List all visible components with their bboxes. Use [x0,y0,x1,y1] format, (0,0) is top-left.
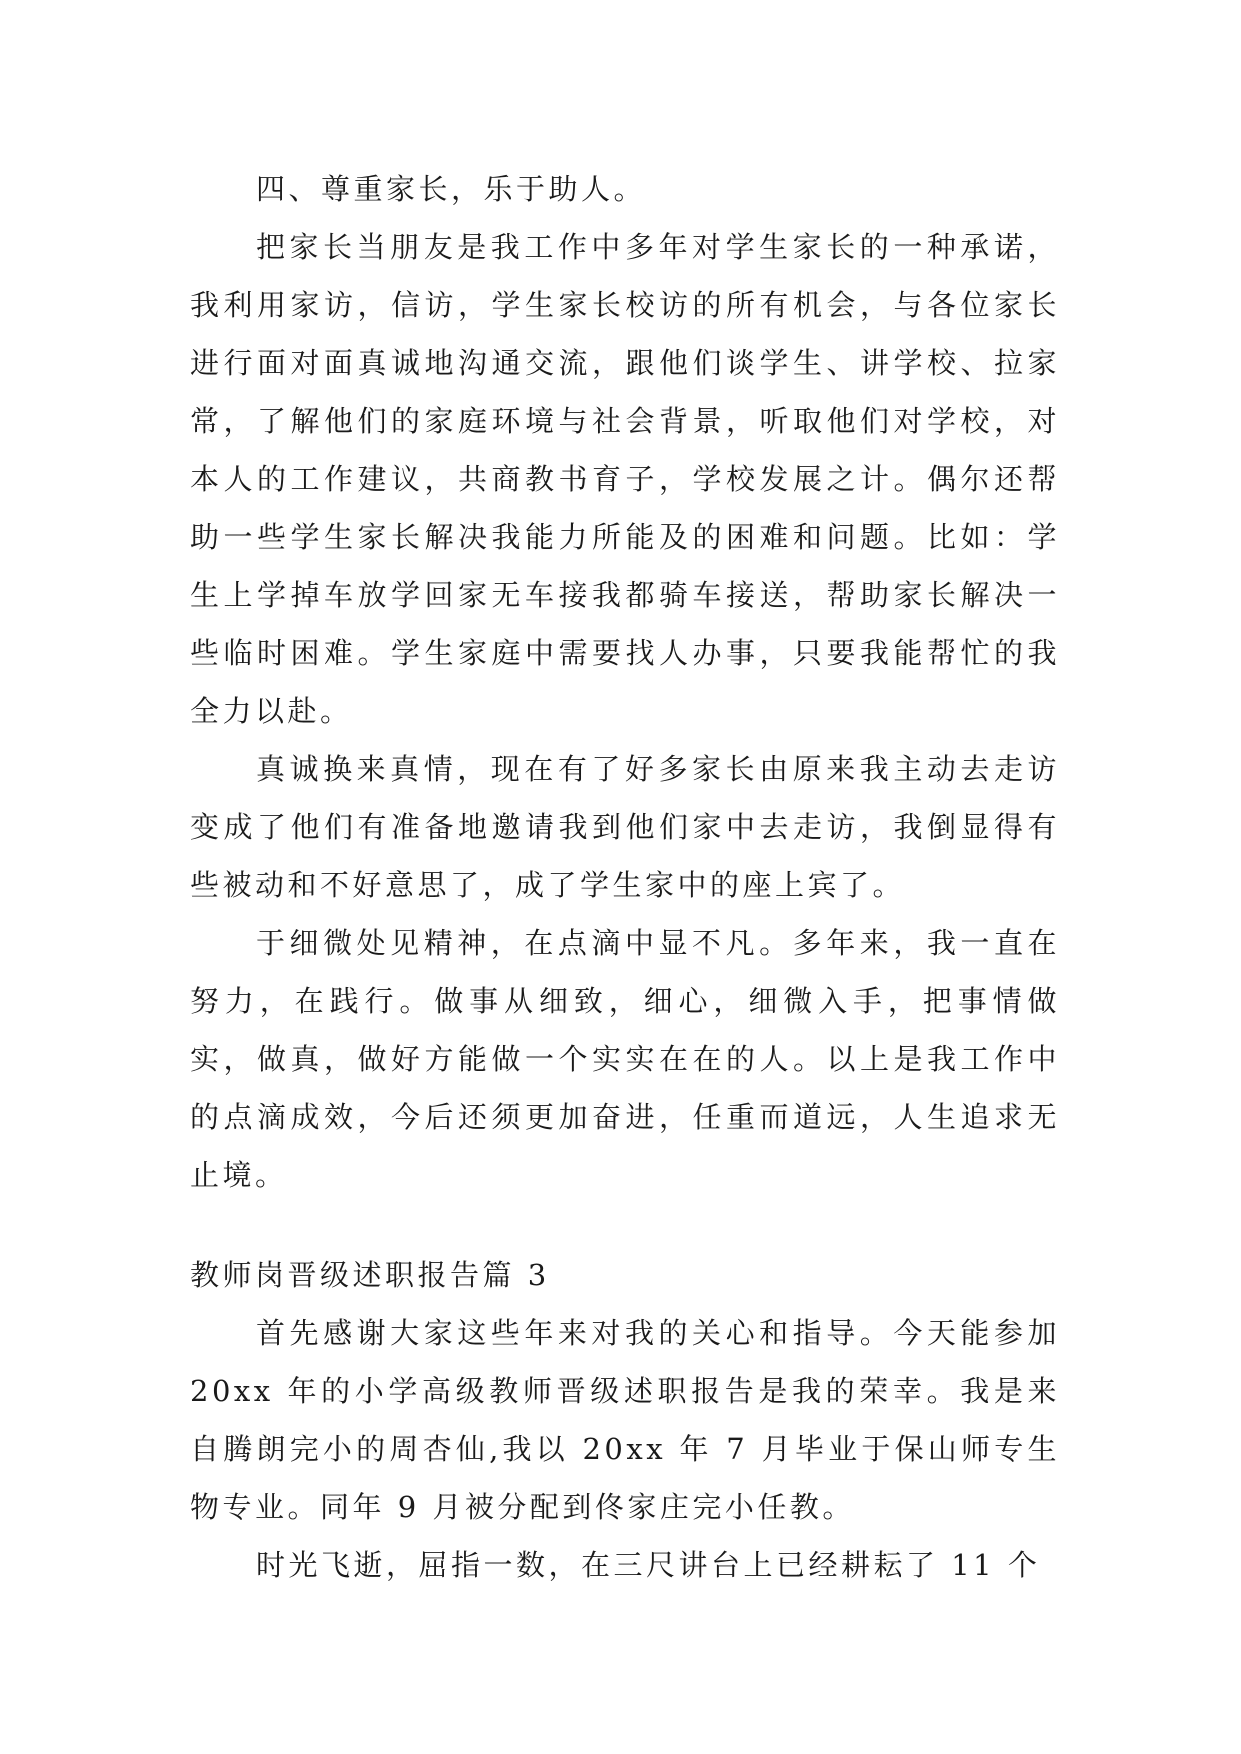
paragraph-thanks: 首先感谢大家这些年来对我的关心和指导。今天能参加 20xx 年的小学高级教师晋级述职报告是我的荣幸。我是来自腾朗完小的周杏仙,我以 20xx 年 7 月毕业于保山师专生物专业。同年 9 月被分配到佟家庄完小任教。 [190,1316,1060,1524]
document-body [190,160,1060,1594]
paragraph-details: 于细微处见精神，在点滴中显不凡。多年来，我一直在努力，在践行。做事从细致，细心，细微入手，把事情做实，做真，做好方能做一个实实在在的人。以上是我工作中的点滴成效，今后还须更加奋进，任重而道远，人生追求无止境。 [190,926,1060,1192]
paragraph-sincerity: 真诚换来真情，现在有了好多家长由原来我主动去走访变成了他们有准备地邀请我到他们家中去走访，我倒显得有些被动和不好意思了，成了学生家中的座上宾了。 [190,752,1060,902]
paragraph-time-flies: 时光飞逝，屈指一数，在三尺讲台上已经耕耘了 11 个 [256,1548,1041,1582]
section-four-title: 四、尊重家长，乐于助人。 [256,172,647,206]
article-title: 教师岗晋级述职报告篇 3 [190,1258,550,1292]
paragraph-parents-friends: 把家长当朋友是我工作中多年对学生家长的一种承诺，我利用家访，信访，学生家长校访的所有机会，与各位家长进行面对面真诚地沟通交流，跟他们谈学生、讲学校、拉家常，了解他们的家庭环境与社会背景，听取他们对学校，对本人的工作建议，共商教书育子，学校发展之计。偶尔还帮助一些学生家长解决我能力所能及的困难和问题。比如：学生上学掉车放学回家无车接我都骑车接送，帮助家长解决一些临时困难。学生家庭中需要找人办事，只要我能帮忙的我全力以赴。 [190,230,1060,728]
